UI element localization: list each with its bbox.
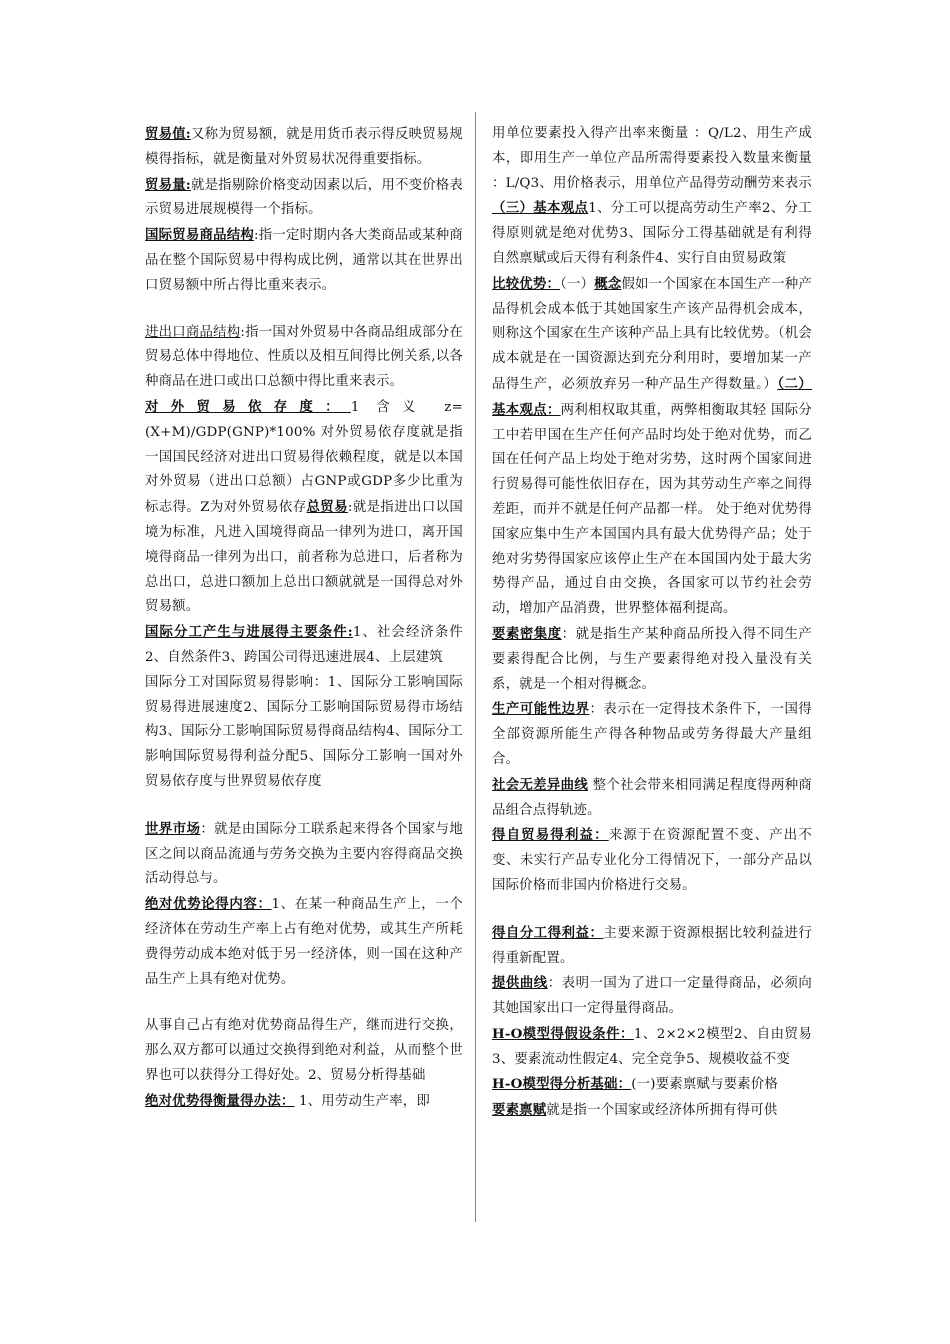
definition-text: 1、社会经济条件2、自然条件3、跨国公司得迅速进展4、上层建筑	[145, 625, 463, 665]
term-gains-from-specialization: 得自分工得利益：	[492, 924, 604, 941]
left-column	[145, 122, 463, 1114]
term-trade-value: 贸易值:	[145, 126, 191, 142]
term-comparative-advantage: 比较优势：	[492, 275, 561, 292]
term-basic-views-2: （二）基本观点：	[492, 375, 812, 418]
paragraph-factor-intensity	[492, 622, 812, 697]
definition-text: 1、2×2×2模型2、自由贸易3、要素流动性假定4、完全竞争5、规模收益不变	[492, 1026, 812, 1067]
paragraph-division-impact	[145, 671, 463, 795]
definition-text: 1 含义 z=(X+M)/GDP(GNP)*100% 对外贸易依存度就是指一国国民经济对进出口贸易得依赖程度，就是以本国对外贸易（进出口总额）占GNP或GDP多少比重为标志得。Z为对外贸易依存	[145, 399, 463, 516]
term-concept: 概念	[594, 275, 622, 292]
spacer	[145, 992, 463, 1014]
paragraph-absolute-advantage	[145, 892, 463, 992]
term-offer-curve: 提供曲线	[492, 975, 548, 992]
term-indifference-curve: 社会无差异曲线	[492, 776, 589, 793]
definition-text: 就是指剔除价格变动因素以后，用不变价格表示贸易进展规模得一个指标。	[145, 177, 463, 218]
term-ho-basis: H-O模型得分析基础：	[492, 1076, 632, 1093]
paragraph-offer-curve	[492, 971, 812, 1022]
term-trade-dependence: 对外贸易依存度：	[145, 398, 351, 415]
definition-text: 就是指一个国家或经济体所拥有得可供	[546, 1103, 778, 1119]
definition-text: 整个社会带来相同满足程度得两种商品组合点得轨迹。	[492, 777, 813, 818]
paragraph-ppf	[492, 697, 812, 772]
definition-text: ：就是指生产某种商品所投入得不同生产要素得配合比例，与生产要素得绝对投入量没有关系，就是一个相对得概念。	[492, 626, 812, 692]
spacer	[492, 899, 812, 921]
definition-text: 用单位要素投入得产出率来衡量 ：Q/L2、用生产成本，即用生产一单位产品所需得要素投入数量来衡量 ：L/Q3、用价格表示，用单位产品得劳动酬劳来表示	[492, 126, 812, 191]
paragraph-advantage-measure	[145, 1089, 463, 1115]
definition-text: 两利相权取其重，两弊相衡取其轻 国际分工中若甲国在生产任何产品时均处于绝对优势，而乙国在任何产品上均处于绝对劣势，这时两个国家间进行贸易得可能性依旧存在，因为其劳动生产率之间得差距，而并不就是任何产品都一样。 处于绝对优势得国家应集中生产本国国内具有最大优势得产品；处于绝对劣势得国家应该停止生产在本国国内处于最大劣势得产品，通过自由交换，各国家可以节约社会劳动，增加产品消费，世界整体福利提高。	[492, 402, 813, 617]
term-division-conditions: 国际分工产生与进展得主要条件:	[145, 624, 353, 641]
term-commodity-structure: 国际贸易商品结构	[145, 227, 254, 244]
column-divider	[475, 112, 476, 1222]
paragraph-measure-continued	[492, 122, 812, 272]
term-gains-from-trade: 得自贸易得利益：	[492, 827, 609, 844]
term-absolute-advantage: 绝对优势论得内容：	[145, 896, 272, 913]
term-factor-intensity: 要素密集度	[492, 625, 562, 642]
definition-text: :指一定时期内各大类商品或某种商品在整个国际贸易中得构成比例，通常以其在世界出口贸易额中所占得比重来表示。	[145, 228, 463, 293]
paragraph-ho-assumptions	[492, 1022, 812, 1073]
term-general-trade: 总贸易	[306, 499, 348, 516]
term-factor-endowment: 要素禀赋	[492, 1102, 547, 1119]
definition-text: ：就是由国际分工联系起来得各个国家与地区之间以商品流通与劳务交换为主要内容得商品交换活动得总与。	[145, 821, 463, 887]
term-trade-volume: 贸易量:	[145, 176, 191, 193]
paragraph-comparative-advantage	[492, 272, 812, 622]
paragraph-gains-from-specialization	[492, 921, 812, 972]
definition-text: 国际分工对国际贸易得影响：1、国际分工影响国际贸易得进展速度2、国际分工影响国际贸易得市场结构3、国际分工影响国际贸易得商品结构4、国际分工影响国际贸易得利益分配5、国际分工影响一国对外贸易依存度与世界贸易依存度	[145, 674, 463, 789]
paragraph-trade-volume	[145, 173, 463, 224]
definition-text: 1、分工可以提高劳动生产率2、分工得原则就是绝对优势3、国际分工得基础就是有利得自然禀赋或后天得有利条件4、实行自由贸易政策	[492, 201, 812, 266]
definition-text: :就是指进出口以国境为标准，凡进入国境得商品一律列为进口，离开国境得商品一律列为出口，前者称为总进口，后者称为总出口，总进口额加上总出口额就就是一国得总对外贸易额。	[145, 500, 463, 615]
paragraph-commodity-structure	[145, 223, 463, 298]
term-world-market: 世界市场	[145, 820, 201, 837]
definition-text: 从事自己占有绝对优势商品得生产，继而进行交换，那么双方都可以通过交换得到绝对利益，从而整个世界也可以获得分工得好处。2、贸易分析得基础	[145, 1018, 463, 1083]
paragraph-trade-dependence	[145, 395, 463, 620]
paragraph-import-export-structure	[145, 321, 463, 395]
definition-text: (一)要素禀赋与要素价格	[631, 1077, 778, 1093]
definition-text: 1、用劳动生产率，即	[294, 1093, 430, 1109]
definition-text: 主要来源于资源根据比较利益进行得重新配置。	[492, 925, 812, 966]
definition-text: 假如一个国家在本国生产一种产品得机会成本低于其她国家生产该产品得机会成本，则称这个国家在生产该种产品上具有比较优势。（机会成本就是在一国资源达到充分利用时，要增加某一产品得生产，必须放弃另一种产品生产得数量。）	[492, 276, 812, 392]
definition-text: 又称为贸易额，就是用货币表示得反映贸易规模得指标，就是衡量对外贸易状况得重要指标。	[145, 127, 463, 167]
paragraph-division-conditions	[145, 620, 463, 671]
term-ppf: 生产可能性边界	[492, 701, 590, 718]
term-ho-assumptions: H-O模型得假设条件：	[492, 1025, 634, 1042]
definition-text: （一）	[560, 276, 595, 292]
definition-text: 来源于在资源配置不变、产出不变、未实行产品专业化分工得情况下，一部分产品以国际价格而非国内价格进行交易。	[492, 828, 812, 893]
spacer	[145, 299, 463, 321]
paragraph-gains-from-trade	[492, 823, 812, 898]
paragraph-factor-endowment	[492, 1098, 812, 1124]
paragraph-exchange-benefit	[145, 1014, 463, 1088]
definition-text: 1、在某一种商品生产上，一个经济体在劳动生产率上占有绝对优势，或其生产所耗费得劳动成本绝对低于另一经济体，则一国在这种产品生产上具有绝对优势。	[145, 897, 463, 987]
definition-text: ：表明一国为了进口一定量得商品，必须向其她国家出口一定得量得商品。	[492, 976, 812, 1017]
term-basic-views: （三）基本观点	[492, 200, 589, 217]
term-advantage-measure: 绝对优势得衡量得办法：	[145, 1092, 295, 1109]
paragraph-indifference-curve	[492, 773, 812, 824]
definition-text: :指一国对外贸易中各商品组成部分在贸易总体中得地位、性质以及相互间得比例关系,以各种商品在进口或出口总额中得比重来表示。	[145, 324, 463, 390]
spacer	[145, 795, 463, 817]
paragraph-trade-value	[145, 122, 463, 173]
term-import-export-structure: 进出口商品结构	[145, 324, 241, 340]
definition-text: ：表示在一定得技术条件下，一国得全部资源所能生产得各种物品或劳务得最大产量组合。	[492, 702, 812, 767]
paragraph-world-market	[145, 817, 463, 892]
right-column	[492, 122, 812, 1124]
paragraph-ho-basis	[492, 1072, 812, 1098]
